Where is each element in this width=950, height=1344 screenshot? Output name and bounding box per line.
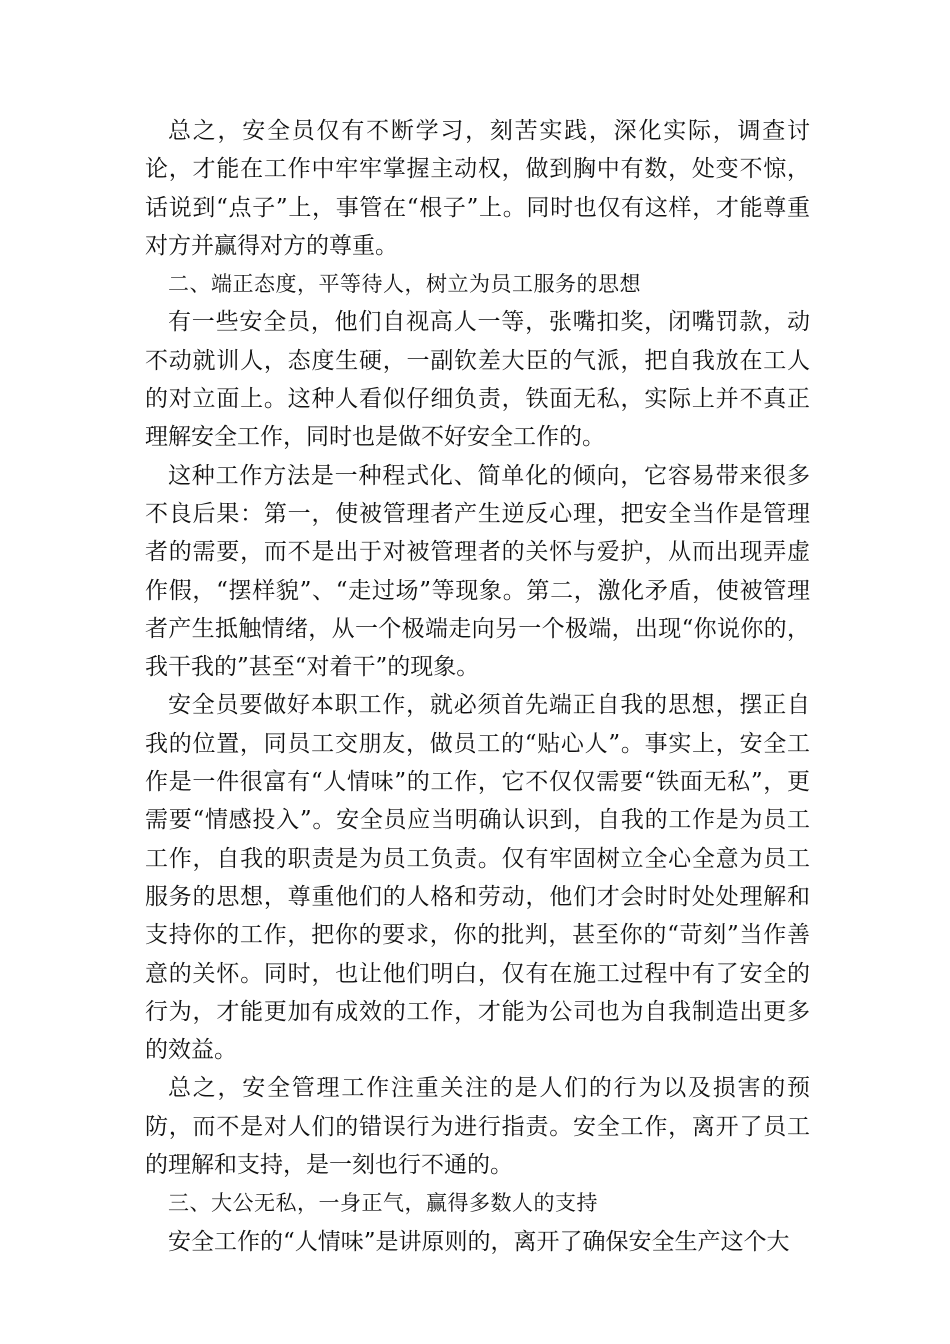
section-heading-2: 二、端正态度，平等待人，树立为员工服务的思想 xyxy=(168,272,641,297)
paragraph-arrogant-inspectors: 有一些安全员，他们自视高人一等，张嘴扣奖，闭嘴罚款，动不动就训人，态度生硬，一副钦差大臣的气派，把自我放在工人的对立面上。这种人看似仔细负责，铁面无私，实际上并不真正理解安全工作，同时也是做不好安全工作的。 xyxy=(145,309,810,451)
paragraph-summary-study: 总之，安全员仅有不断学习，刻苦实践，深化实际，调查讨论，才能在工作中牢牢掌握主动权，做到胸中有数，处变不惊，话说到“点子”上，事管在“根子”上。同时也仅有这样，才能尊重对方并赢得对方的尊重。 xyxy=(145,118,810,259)
paragraph-formalized-method: 这种工作方法是一种程式化、简单化的倾向，它容易带来很多不良后果：第一，使被管理者产生逆反心理，把安全当作是管理者的需要，而不是出于对被管理者的关怀与爱护，从而出现弄虚作假，“摆样貌”、“走过场”等现象。第二，激化矛盾，使被管理者产生抵触情绪，从一个极端走向另一个极端，出现“你说你的，我干我的”甚至“对着干”的现象。 xyxy=(145,462,810,681)
paragraph-summary-understanding: 总之，安全管理工作注重关注的是人们的行为以及损害的预防，而不是对人们的错误行为进行指责。安全工作，离开了员工的理解和支持，是一刻也行不通的。 xyxy=(145,1075,810,1179)
paragraph-principled-humanity: 安全工作的“人情味”是讲原则的，离开了确保安全生产这个大 xyxy=(168,1228,790,1255)
document-body xyxy=(145,112,810,1261)
section-heading-3: 三、大公无私，一身正气，赢得多数人的支持 xyxy=(168,1191,598,1216)
paragraph-correct-attitude: 安全员要做好本职工作，就必须首先端正自我的思想，摆正自我的位置，同员工交朋友，做员工的“贴心人”。事实上，安全工作是一件很富有“人情味”的工作，它不仅仅需要“铁面无私”，更需要“情感投入”。安全员应当明确认识到，自我的工作是为员工工作，自我的职责是为员工负责。仅有牢固树立全心全意为员工服务的思想，尊重他们的人格和劳动，他们才会时时处处理解和支持你的工作，把你的要求，你的批判，甚至你的“苛刻”当作善意的关怀。同时，也让他们明白，仅有在施工过程中有了安全的行为，才能更加有成效的工作，才能为公司也为自我制造出更多的效益。 xyxy=(145,692,810,1064)
